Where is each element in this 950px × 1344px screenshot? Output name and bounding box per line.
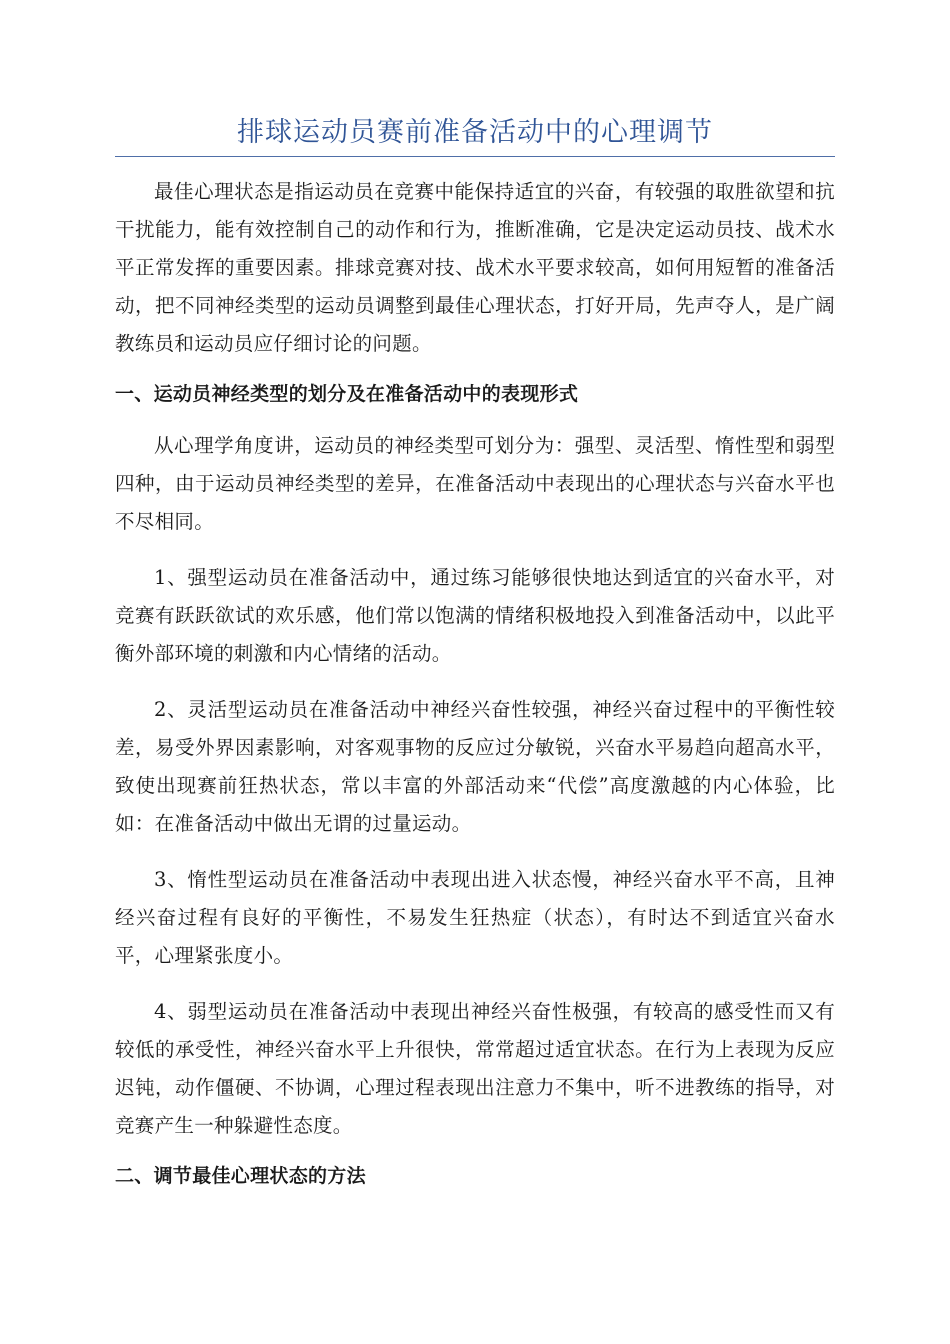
spacer — [115, 541, 835, 559]
section-1-paragraph-flexible-type: 2、灵活型运动员在准备活动中神经兴奋性较强，神经兴奋过程中的平衡性较差，易受外界因素影响，对客观事物的反应过分敏锐，兴奋水平易趋向超高水平，致使出现赛前狂热状态，常以丰富的外部活动来“代偿”高度激越的内心体验，比如：在准备活动中做出无谓的过量运动。 — [115, 698, 835, 835]
intro-paragraph: 最佳心理状态是指运动员在竞赛中能保持适宜的兴奋，有较强的取胜欲望和抗干扰能力，能有效控制自己的动作和行为，推断准确，它是决定运动员技、战术水平正常发挥的重要因素。排球竞赛对技、战术水平要求较高，如何用短暂的准备活动，把不同神经类型的运动员调整到最佳心理状态，打好开局，先声夺人，是广阔教练员和运动员应仔细讨论的问题。 — [115, 180, 835, 355]
spacer — [115, 363, 835, 375]
spacer — [115, 975, 835, 993]
spacer — [115, 157, 835, 173]
section-1-paragraph-weak-type: 4、弱型运动员在准备活动中表现出神经兴奋性极强，有较高的感受性而又有较低的承受性，神经兴奋水平上升很快，常常超过适宜状态。在行为上表现为反应迟钝，动作僵硬、不协调，心理过程表现出注意力不集中，听不进教练的指导，对竞赛产生一种躲避性态度。 — [115, 1000, 835, 1137]
spacer — [115, 413, 835, 427]
section-1-paragraph-strong-type: 1、强型运动员在准备活动中，通过练习能够很快地达到适宜的兴奋水平，对竞赛有跃跃欲试的欢乐感，他们常以饱满的情绪积极地投入到准备活动中，以此平衡外部环境的刺激和内心情绪的活动。 — [115, 566, 835, 665]
spacer — [115, 843, 835, 861]
section-2-heading: 二、调节最佳心理状态的方法 — [115, 1165, 366, 1187]
section-1-heading: 一、运动员神经类型的划分及在准备活动中的表现形式 — [115, 383, 579, 405]
spacer — [115, 1145, 835, 1157]
document-title: 排球运动员赛前准备活动中的心理调节 — [115, 112, 835, 157]
document-page — [115, 112, 835, 1195]
section-1-paragraph-inert-type: 3、惰性型运动员在准备活动中表现出进入状态慢，神经兴奋水平不高，且神经兴奋过程有良好的平衡性，不易发生狂热症（状态），有时达不到适宜兴奋水平，心理紧张度小。 — [115, 868, 835, 967]
section-1-paragraph-intro: 从心理学角度讲，运动员的神经类型可划分为：强型、灵活型、惰性型和弱型四种，由于运动员神经类型的差异，在准备活动中表现出的心理状态与兴奋水平也不尽相同。 — [115, 434, 835, 533]
spacer — [115, 673, 835, 691]
